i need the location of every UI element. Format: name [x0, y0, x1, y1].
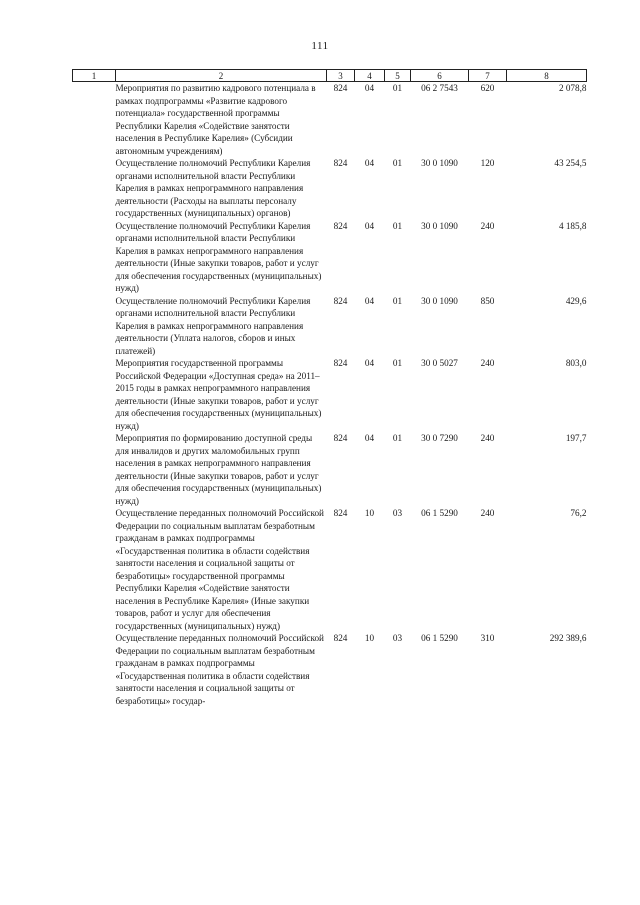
table-row	[73, 432, 587, 507]
row-section-code: 10	[364, 633, 375, 643]
row-amount: 43 254,5	[554, 158, 587, 168]
row-subsection-code: 01	[392, 220, 403, 231]
row-expense-type: 310	[480, 633, 495, 643]
row-amount: 76,2	[570, 508, 587, 518]
row-expense-type: 120	[480, 158, 495, 168]
row-spacer	[73, 295, 116, 358]
table-row	[73, 295, 587, 358]
row-expense-type: 240	[480, 358, 495, 368]
row-spacer	[73, 220, 116, 295]
row-description: Мероприятия по развитию кадрового потенциала в рамках подпрограммы «Развитие кадрового потенциала» государственной программы Республики Карелия «Содействие занятости населения в Республике Карелия» (Субсидии автономным учреждениям)	[115, 83, 316, 156]
row-target-code: 06 2 7543	[421, 83, 458, 93]
row-description: Мероприятия по формированию доступной среды для инвалидов и других маломобильных групп населения в рамках непрограммного направления деятельности (Иные закупки товаров, работ и услуг для обеспечения государственных (муниципальных) нужд)	[115, 433, 322, 506]
row-spacer	[73, 632, 116, 707]
budget-table	[72, 69, 587, 707]
column-number-header	[73, 70, 587, 82]
row-expense-type: 620	[480, 83, 495, 93]
row-expense-type: 240	[480, 220, 495, 231]
table-row	[73, 632, 587, 707]
row-spacer	[73, 157, 116, 220]
row-subsection-code: 01	[392, 83, 403, 93]
column-header: 7	[469, 70, 507, 82]
row-subsection-code: 03	[392, 508, 403, 518]
row-section-code: 04	[364, 158, 375, 168]
row-spacer	[73, 432, 116, 507]
row-ministry-code: 824	[333, 83, 348, 93]
row-section-code: 04	[364, 295, 375, 306]
row-description: Осуществление полномочий Республики Карелия органами исполнительной власти Республики Карелия в рамках непрограммного направления деятельности (Расходы на выплаты персоналу государственных (муниципальных) органов)	[115, 158, 311, 218]
row-ministry-code: 824	[333, 633, 348, 643]
column-header: 2	[116, 70, 327, 82]
row-amount: 197,7	[565, 433, 587, 443]
row-expense-type: 240	[480, 433, 495, 443]
row-ministry-code: 824	[333, 358, 348, 368]
row-expense-type: 850	[480, 295, 495, 306]
row-subsection-code: 01	[392, 158, 403, 168]
column-header: 5	[385, 70, 411, 82]
column-header: 1	[73, 70, 116, 82]
row-expense-type: 240	[480, 508, 495, 518]
column-header: 3	[327, 70, 355, 82]
row-subsection-code: 03	[392, 633, 403, 643]
row-section-code: 04	[364, 358, 375, 368]
row-description: Мероприятия государственной программы Российской Федерации «Доступная среда» на 2011–2015 годы в рамках непрограммного направления деятельности (Иные закупки товаров, работ и услуг для обеспечения государственных (муниципальных) нужд)	[115, 358, 322, 431]
row-ministry-code: 824	[333, 295, 348, 306]
row-subsection-code: 01	[392, 295, 403, 306]
row-description: Осуществление переданных полномочий Российской Федерации по социальным выплатам безработным гражданам в рамках подпрограммы «Государственная политика в области содействия занятости населения и социальной защиты от безработицы» государственной программы Республики Карелия «Содействие занятости населения в Республике Карелия» (Иные закупки товаров, работ и услуг для обеспечения государственных (муниципальных) нужд)	[115, 508, 324, 631]
row-section-code: 10	[364, 508, 375, 518]
row-spacer	[73, 507, 116, 632]
row-ministry-code: 824	[333, 158, 348, 168]
table-row	[73, 157, 587, 220]
row-ministry-code: 824	[333, 508, 348, 518]
row-subsection-code: 01	[392, 433, 403, 443]
table-row	[73, 507, 587, 632]
row-target-code: 30 0 1090	[421, 158, 458, 168]
row-amount: 292 389,6	[549, 633, 587, 643]
row-subsection-code: 01	[392, 358, 403, 368]
row-description: Осуществление переданных полномочий Российской Федерации по социальным выплатам безработным гражданам в рамках подпрограммы «Государственная политика в области содействия занятости населения и социальной защиты от безработицы» государ-	[115, 633, 324, 706]
row-ministry-code: 824	[333, 433, 348, 443]
row-amount: 2 078,8	[558, 83, 587, 93]
column-header: 8	[507, 70, 587, 82]
row-spacer	[73, 82, 116, 158]
row-spacer	[73, 357, 116, 432]
row-amount: 429,6	[565, 295, 587, 306]
row-target-code: 06 1 5290	[421, 508, 458, 518]
column-header: 4	[355, 70, 385, 82]
table-row	[73, 220, 587, 295]
row-amount: 803,0	[565, 358, 587, 368]
row-target-code: 30 0 1090	[421, 295, 458, 306]
row-target-code: 06 1 5290	[421, 633, 458, 643]
page-number: 111	[311, 40, 329, 52]
row-description: Осуществление полномочий Республики Карелия органами исполнительной власти Республики Карелия в рамках непрограммного направления деятельности (Уплата налогов, сборов и иных платежей)	[115, 295, 311, 356]
table-row	[73, 82, 587, 158]
row-section-code: 04	[364, 83, 375, 93]
row-section-code: 04	[364, 433, 375, 443]
row-amount: 4 185,8	[558, 220, 587, 231]
column-header: 6	[411, 70, 469, 82]
table-row	[73, 357, 587, 432]
row-ministry-code: 824	[333, 220, 348, 231]
row-target-code: 30 0 1090	[421, 220, 458, 231]
row-target-code: 30 0 5027	[421, 358, 458, 368]
row-description: Осуществление полномочий Республики Карелия органами исполнительной власти Республики Карелия в рамках непрограммного направления деятельности (Иные закупки товаров, работ и услуг для обеспечения государственных (муниципальных) нужд)	[115, 220, 322, 293]
row-target-code: 30 0 7290	[421, 433, 458, 443]
row-section-code: 04	[364, 220, 375, 231]
